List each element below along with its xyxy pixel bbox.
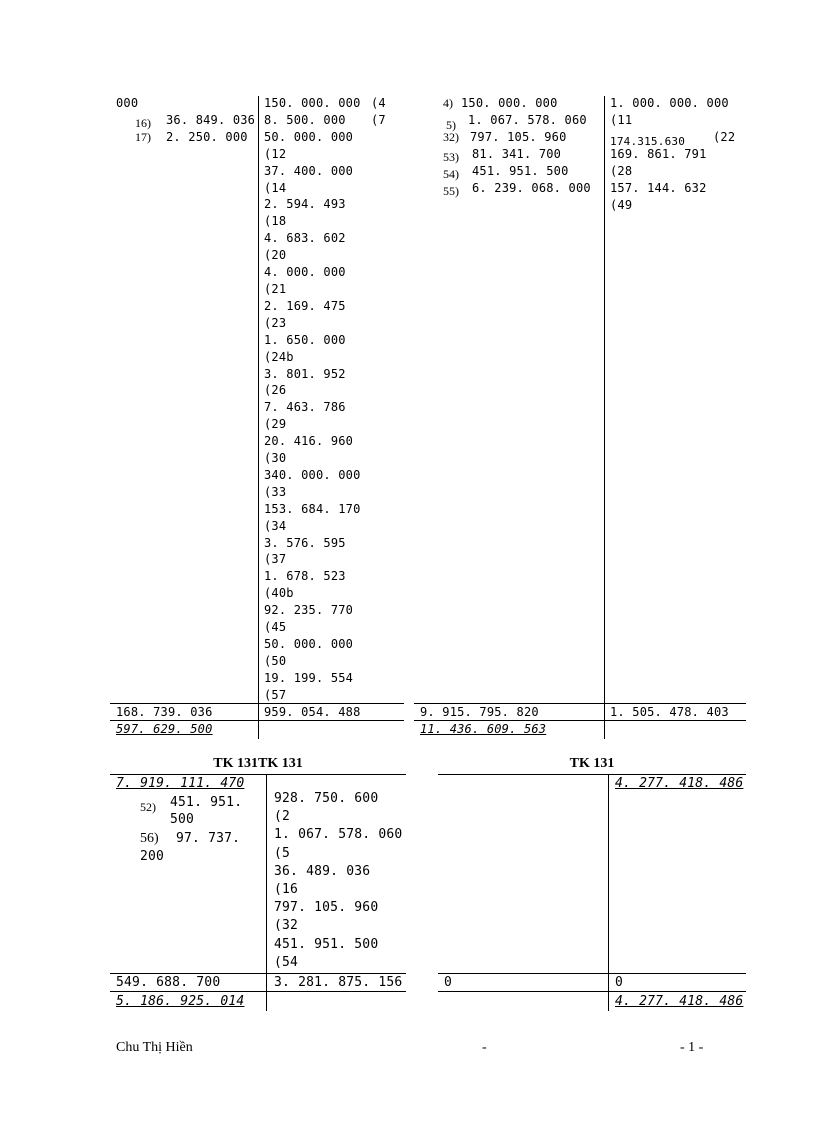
- entry-amount: 97. 737.: [176, 831, 241, 846]
- credit-ref: (32: [274, 918, 299, 934]
- entry-ref: 4): [443, 96, 453, 110]
- entry-ref: 53): [443, 150, 459, 164]
- divider: [110, 973, 406, 974]
- debit-carry-value: 000: [116, 96, 139, 110]
- credit-column: [264, 95, 361, 704]
- credit-ref: (12: [264, 146, 287, 161]
- total-credit: 0: [615, 975, 624, 990]
- closing-balance: 5. 186. 925. 014: [116, 994, 245, 1009]
- entry-amount: 500: [170, 812, 195, 827]
- credit-line: 340. 000. 000: [264, 467, 361, 482]
- opening-balance: 4. 277. 418. 486: [615, 776, 744, 791]
- credit-line: 1. 678. 523: [264, 569, 346, 584]
- credit-ref: (11: [610, 113, 633, 127]
- credit-line: 1. 067. 578. 060: [274, 827, 403, 843]
- total-credit: 1. 505. 478. 403: [610, 705, 729, 719]
- divider: [438, 991, 746, 992]
- credit-ref: (49: [610, 198, 633, 212]
- divider: [266, 774, 267, 1011]
- credit-line: 3. 801. 952: [264, 366, 346, 381]
- entry-amount: 451. 951. 500: [472, 164, 569, 178]
- divider: [438, 774, 746, 775]
- credit-line: 2. 594. 493: [264, 197, 346, 212]
- divider: [110, 774, 406, 775]
- credit-line: 37. 400. 000: [264, 163, 354, 178]
- credit-ref: (30: [264, 451, 287, 466]
- credit-ref: (20: [264, 248, 287, 263]
- credit-ref: (40b: [264, 586, 294, 601]
- credit-ref: (33: [264, 484, 287, 499]
- credit-ref: (2: [274, 809, 291, 825]
- entry-amount: 797. 105. 960: [470, 130, 567, 144]
- credit-line: 4. 683. 602: [264, 231, 346, 246]
- credit-ref: (26: [264, 383, 287, 398]
- credit-line: 157. 144. 632: [610, 181, 707, 195]
- entry-amount: 2. 250. 000: [166, 130, 248, 144]
- entry-ref: 17): [135, 130, 151, 144]
- entry-ref: 52): [140, 800, 156, 814]
- entry-amount: 200: [140, 849, 165, 864]
- entry-ref: 55): [443, 184, 459, 198]
- credit-ref: (50: [264, 653, 287, 668]
- divider: [110, 720, 404, 721]
- entry-ref: 5): [446, 118, 456, 132]
- divider: [258, 96, 259, 739]
- credit-ref: (28: [610, 164, 633, 178]
- total-debit: 549. 688. 700: [116, 975, 221, 990]
- credit-ref: (18: [264, 214, 287, 229]
- credit-ref: (29: [264, 417, 287, 432]
- total-debit: 9. 915. 795. 820: [420, 705, 539, 719]
- credit-line: 150. 000. 000: [264, 96, 361, 110]
- credit-ref: (16: [274, 882, 299, 898]
- credit-line: 1. 000. 000. 000: [610, 96, 729, 110]
- page-number: - 1 -: [680, 1040, 704, 1055]
- divider: [438, 973, 746, 974]
- closing-balance: 11. 436. 609. 563: [420, 722, 547, 736]
- credit-ref: (4: [371, 96, 386, 110]
- credit-line: 19. 199. 554: [264, 670, 354, 685]
- credit-line: 153. 684. 170: [264, 501, 361, 516]
- footer-separator: -: [482, 1040, 487, 1055]
- credit-line: 7. 463. 786: [264, 400, 346, 415]
- credit-line: 8. 500. 000: [264, 112, 346, 127]
- total-debit: 0: [444, 975, 453, 990]
- divider: [414, 703, 746, 704]
- credit-column: [274, 790, 402, 972]
- entry-amount: 1. 067. 578. 060: [468, 113, 587, 127]
- total-credit: 3. 281. 875. 156: [274, 975, 403, 990]
- entry-ref: 56): [140, 831, 159, 846]
- credit-line: 451. 951. 500: [274, 936, 379, 952]
- credit-line: 797. 105. 960: [274, 900, 379, 916]
- closing-balance: 4. 277. 418. 486: [615, 994, 744, 1009]
- credit-ref: (7: [371, 113, 386, 127]
- credit-line: 2. 169. 475: [264, 298, 346, 313]
- divider: [110, 991, 406, 992]
- divider: [604, 96, 605, 739]
- credit-ref: (57: [264, 687, 287, 702]
- credit-ref: (37: [264, 552, 287, 567]
- credit-line: 50. 000. 000: [264, 129, 354, 144]
- entry-ref: 16): [135, 116, 151, 130]
- credit-line: 4. 000. 000: [264, 265, 346, 280]
- credit-ref: (22: [713, 130, 736, 144]
- entry-ref: 32): [443, 130, 459, 144]
- credit-line: 92. 235. 770: [264, 603, 354, 618]
- opening-balance: 7. 919. 111. 470: [116, 776, 245, 791]
- total-credit: 959. 054. 488: [264, 705, 361, 719]
- divider: [608, 774, 609, 1011]
- credit-line: 36. 489. 036: [274, 863, 371, 879]
- credit-line: 1. 650. 000: [264, 332, 346, 347]
- credit-ref: (5: [274, 845, 291, 861]
- divider: [414, 720, 746, 721]
- credit-line: 50. 000. 000: [264, 637, 354, 651]
- credit-line: 174.315.630: [610, 135, 686, 148]
- credit-ref: (21: [264, 281, 287, 296]
- credit-line: 20. 416. 960: [264, 434, 354, 449]
- credit-ref: (14: [264, 180, 287, 195]
- entry-amount: 36. 849. 036: [166, 113, 256, 127]
- entry-ref: 54): [443, 167, 459, 181]
- credit-line: 169. 861. 791: [610, 147, 707, 161]
- credit-line: 928. 750. 600: [274, 791, 379, 806]
- closing-balance: 597. 629. 500: [116, 722, 213, 736]
- account-title: TK 131TK 131: [213, 756, 303, 771]
- credit-ref: (34: [264, 518, 287, 533]
- credit-ref: (24b: [264, 349, 294, 364]
- entry-amount: 6. 239. 068. 000: [472, 181, 591, 195]
- credit-line: 3. 576. 595: [264, 535, 346, 550]
- credit-ref: (45: [264, 620, 287, 635]
- author-name: Chu Thị Hiền: [116, 1040, 193, 1055]
- entry-amount: 81. 341. 700: [472, 147, 562, 161]
- credit-ref: (23: [264, 315, 287, 330]
- entry-amount: 150. 000. 000: [461, 96, 558, 110]
- total-debit: 168. 739. 036: [116, 705, 213, 719]
- account-title: TK 131: [569, 756, 615, 771]
- entry-amount: 451. 951.: [170, 795, 243, 810]
- credit-ref: (54: [274, 954, 299, 970]
